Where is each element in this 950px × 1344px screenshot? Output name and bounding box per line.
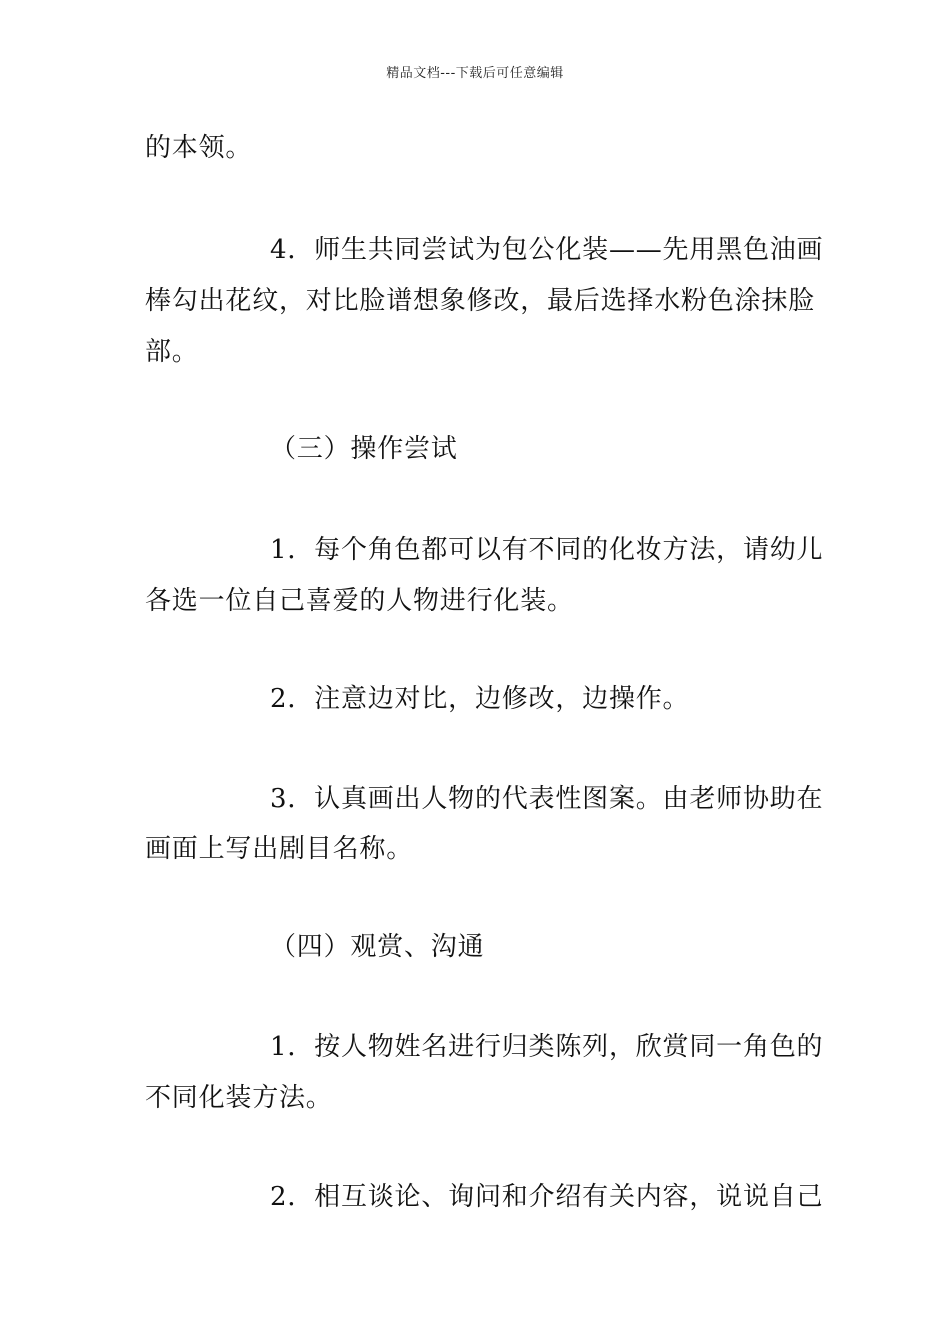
paragraph-line: 不同化装方法。 bbox=[145, 1083, 333, 1113]
section-heading: （三）操作尝试 bbox=[270, 434, 458, 464]
paragraph-line: 的本领。 bbox=[145, 133, 253, 163]
page-header: 精品文档---下载后可任意编辑 bbox=[386, 66, 564, 81]
paragraph-line: 1．按人物姓名进行归类陈列，欣赏同一角色的 bbox=[270, 1032, 824, 1062]
paragraph-line: 棒勾出花纹，对比脸谱想象修改，最后选择水粉色涂抹脸 bbox=[145, 286, 816, 316]
paragraph-line: 2．注意边对比，边修改，边操作。 bbox=[270, 684, 690, 714]
paragraph-line: 画面上写出剧目名称。 bbox=[145, 834, 414, 864]
paragraph-line: 部。 bbox=[145, 337, 199, 367]
paragraph-line: 2．相互谈论、询问和介绍有关内容，说说自己 bbox=[270, 1182, 824, 1212]
section-heading: （四）观赏、沟通 bbox=[270, 932, 485, 962]
paragraph-line: 3．认真画出人物的代表性图案。由老师协助在 bbox=[270, 784, 824, 814]
paragraph-line: 4．师生共同尝试为包公化装——先用黑色油画 bbox=[270, 235, 824, 265]
paragraph-line: 各选一位自己喜爱的人物进行化装。 bbox=[145, 586, 574, 616]
paragraph-line: 1．每个角色都可以有不同的化妆方法，请幼儿 bbox=[270, 535, 824, 565]
